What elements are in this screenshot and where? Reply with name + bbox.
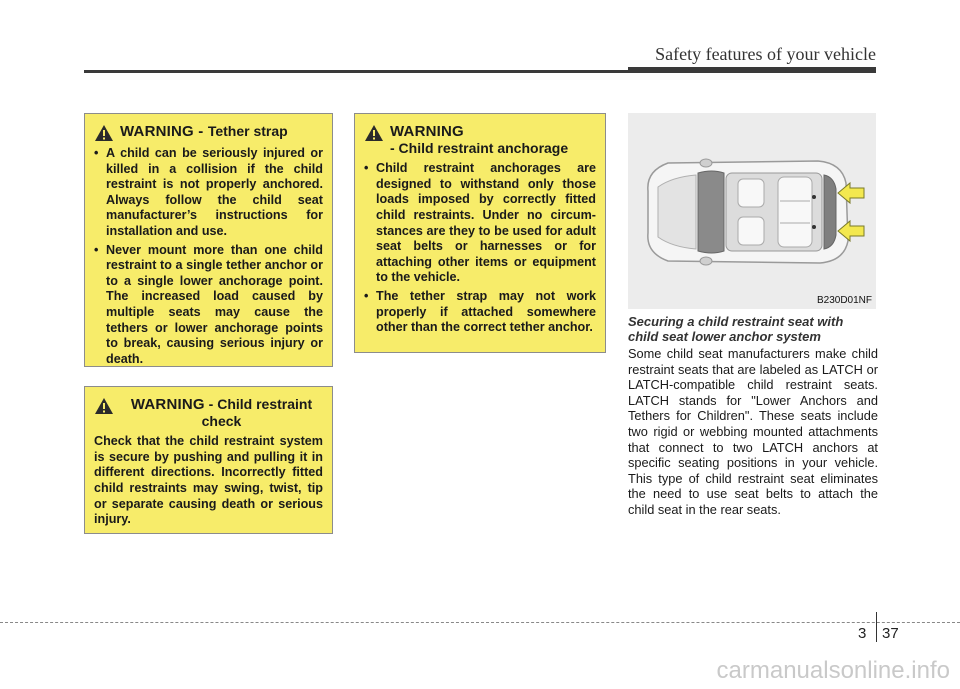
warning-box-tether-strap [84, 113, 333, 367]
warning-label: WARNING [120, 123, 194, 140]
warning-topic: - Child restraint check [201, 396, 313, 429]
warning-triangle-icon [364, 124, 384, 142]
warning-topic: - Child restraint anchorage [390, 139, 569, 156]
warning-title [94, 124, 323, 142]
footer-rule [0, 622, 960, 623]
warning-bullets [94, 146, 323, 367]
car-illustration [628, 113, 876, 309]
warning-bullet: • The tether strap may not work properly if attached somewhere other than the correct tether anchor. [364, 289, 596, 336]
warning-triangle-icon [94, 397, 114, 415]
figure-code: B230D01NF [816, 295, 872, 306]
watermark: carmanualsonline.info [716, 657, 950, 684]
warning-title [94, 397, 323, 430]
warning-triangle-icon [94, 124, 114, 142]
header-title: Safety features of your vehicle [655, 44, 876, 64]
warning-label: WARNING [130, 396, 205, 413]
header-rule-accent [628, 67, 876, 73]
section-title: Securing a child restraint seat with child seat lower anchor system [628, 314, 844, 344]
warning-box-child-restraint-check [84, 386, 333, 534]
page-number: 37 [882, 625, 899, 642]
warning-box-child-restraint-anchorage [354, 113, 606, 353]
warning-text: Check that the child restraint system is secure by pushing and pulling it in different directions. Incorrectly fitted child restraints may swing, twist, tip or separate causing death or serious injury. [94, 434, 323, 527]
warning-bullets [364, 161, 596, 336]
page-chapter: 3 [858, 625, 867, 642]
warning-title [364, 124, 596, 157]
warning-dash: - [193, 123, 208, 140]
warning-topic: Tether strap [207, 123, 288, 139]
vehicle-top-view-figure [628, 113, 876, 309]
footer-separator [876, 612, 877, 642]
warning-bullet: • Child restraint anchorages are designed to withstand only those loads imposed by correctly fitted child restraints. Under no circumstances are they to be used for adult seat belts or harnesses or for attaching other items or equipment to the vehicle. [364, 161, 596, 286]
section-body: Some child seat manufacturers make child restraint seats that are labeled as LATCH or LATCH-compatible child restraint seats. LATCH stands for "Lower Anchors and Tethers for Children". These seats include two rigid or webbing mounted attachments that connect to two LATCH anchors at specific seating positions in your vehicle. This type of child restraint seat eliminates the need to use seat belts to attach the child seat in the rear seats. [628, 346, 878, 517]
warning-bullet: • Never mount more than one child restraint to a single tether anchor or to a single lower anchorage point. The increased load caused by multiple seats may cause the tethers or lower anchorage points to break, causing serious injury or death. [94, 243, 323, 368]
warning-label: WARNING [390, 123, 464, 140]
warning-bullet: • A child can be seriously injured or killed in a collision if the child restraint is not properly anchored. Always follow the child seat manufacturer’s instructions for installation and use. [94, 146, 323, 240]
